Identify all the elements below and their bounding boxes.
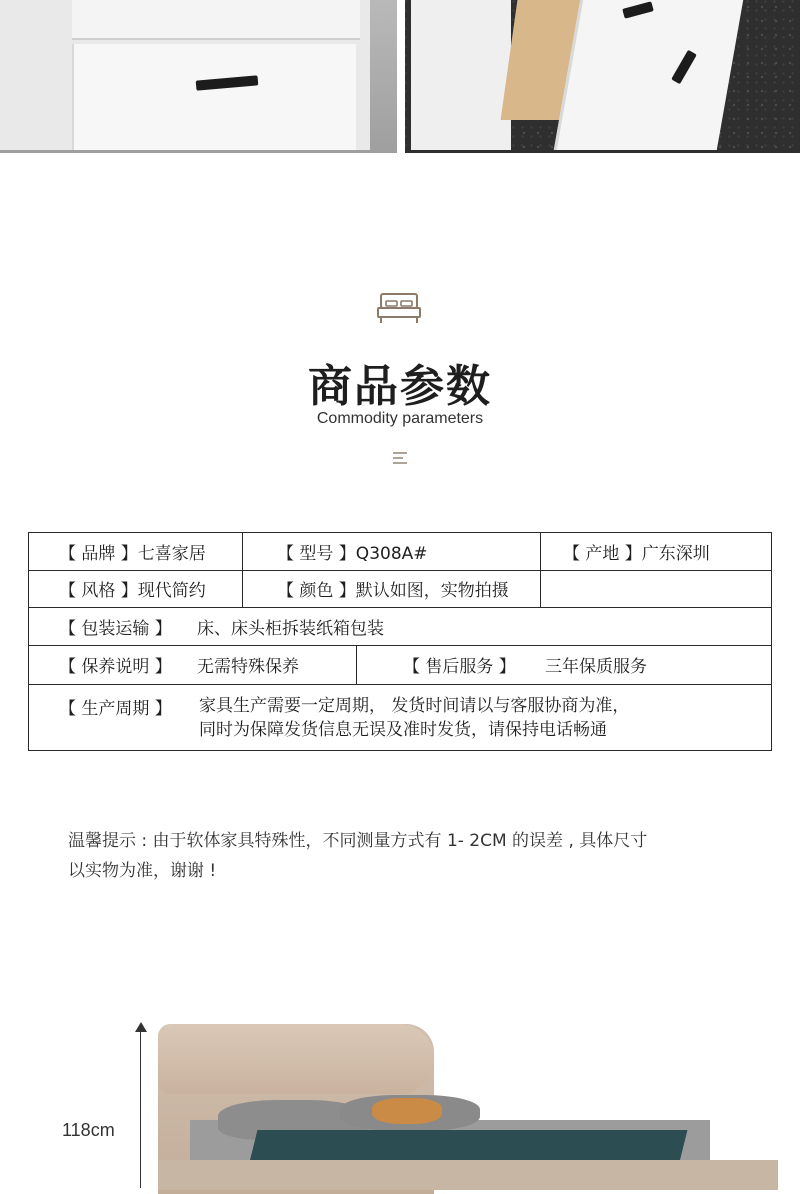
height-label: 118cm	[62, 1120, 115, 1140]
aftersale-label: 【 售后服务 】	[403, 657, 516, 677]
care-label: 【 保养说明 】	[59, 657, 172, 677]
origin-cell: 【 产地 】广东深圳	[563, 544, 710, 564]
style-cell: 【 风格 】现代简约	[29, 570, 243, 607]
accent-pillow	[372, 1098, 442, 1124]
spec-row	[29, 684, 771, 750]
packaging-value: 床、床头柜拆装纸箱包装	[197, 618, 384, 639]
section-title: 商品参数	[308, 361, 492, 412]
spec-row	[29, 570, 771, 608]
spec-table	[28, 532, 772, 751]
spec-row	[29, 533, 771, 571]
product-photos	[0, 0, 800, 153]
upper-drawer	[72, 0, 360, 40]
cabinet-side	[411, 0, 511, 150]
aftersale-value: 三年保质服务	[545, 657, 647, 677]
packaging-label: 【 包装运输 】	[59, 618, 172, 639]
cycle-line: 同时为保障发货信息无误及准时发货，请保持电话畅通	[199, 720, 607, 740]
cycle-line: 家具生产需要一定周期， 发货时间请以与客服协商为准，	[199, 696, 630, 716]
bed-icon	[377, 292, 421, 324]
model-cell: 【 型号 】Q308A#	[243, 533, 541, 570]
section-subtitle: Commodity parameters	[316, 410, 484, 427]
notice-line: 以实物为准，谢谢 !	[68, 861, 217, 881]
drawer-front	[554, 0, 743, 150]
headboard-top	[158, 1024, 434, 1094]
menu-lines-icon	[393, 452, 409, 464]
spec-row	[29, 607, 771, 646]
arrow-up-icon	[135, 1022, 147, 1032]
empty-cell	[541, 570, 771, 607]
brand-cell: 【 品牌 】七喜家居	[29, 533, 243, 570]
color-cell: 【 颜色 】默认如图，实物拍摄	[243, 570, 541, 607]
notice-line: 温馨提示 : 由于软体家具特殊性，不同测量方式有 1- 2CM 的误差 , 具体尺寸	[68, 831, 648, 851]
open-drawer-photo	[405, 0, 800, 153]
cycle-label: 【 生产周期 】	[59, 699, 172, 719]
size-notice	[68, 826, 748, 886]
lower-drawer	[72, 44, 356, 150]
care-value: 无需特殊保养	[197, 645, 357, 684]
cycle-value	[199, 684, 771, 750]
spec-row	[29, 645, 771, 685]
height-dimension-line	[140, 1028, 141, 1188]
nightstand-drawer-photo	[0, 0, 397, 153]
